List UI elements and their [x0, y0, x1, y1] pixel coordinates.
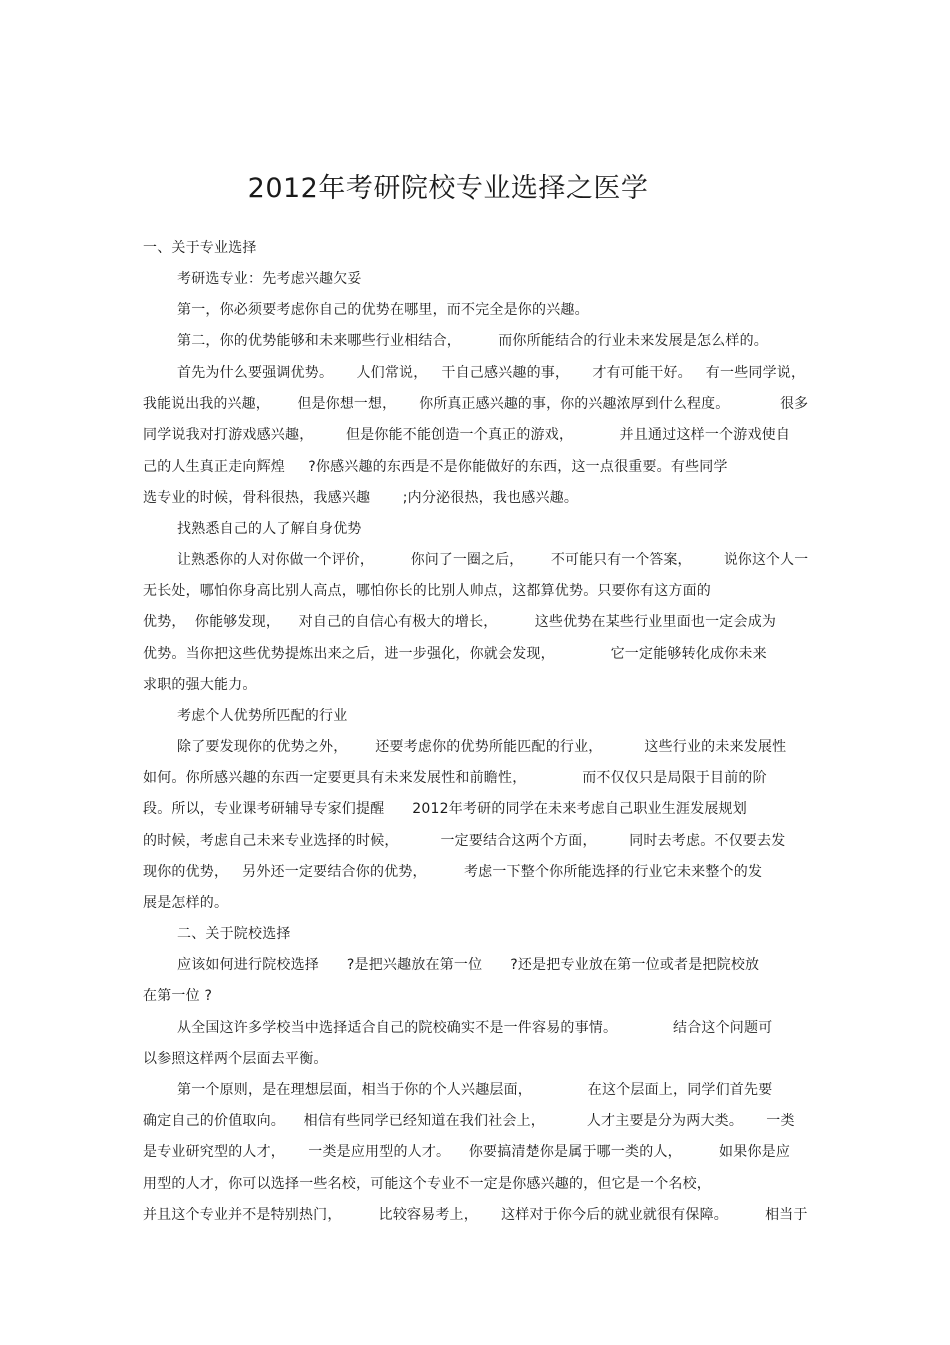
paragraph-line: 首先为什么要强调优势。 人们常说， 干自己感兴趣的事， 才有可能干好。 有一些同学说， — [177, 365, 806, 381]
paragraph-line: 我能说出我的兴趣， 但是你想一想， 你所真正感兴趣的事，你的兴趣浓厚到什么程度。 很多 — [143, 396, 809, 412]
paragraph-line: 己的人生真正走向辉煌 ?你感兴趣的东西是不是你能做好的东西，这一点很重要。有些同学 — [143, 459, 728, 475]
paragraph-line: 第一个原则，是在理想层面，相当于你的个人兴趣层面， 在这个层面上，同学们首先要 — [177, 1082, 773, 1098]
paragraph-line: 段。所以，专业课考研辅导专家们提醒 2012年考研的同学在未来考虑自己职业生涯发展规划 — [143, 801, 747, 817]
paragraph-line: 并且这个专业并不是特别热门， 比较容易考上， 这样对于你今后的就业就很有保障。 相当于 — [143, 1207, 808, 1223]
paragraph-line: 同学说我对打游戏感兴趣， 但是你能不能创造一个真正的游戏， 并且通过这样一个游戏使自 — [143, 427, 791, 443]
paragraph-line: 第一，你必须要考虑你自己的优势在哪里，而不完全是你的兴趣。 — [177, 302, 589, 318]
paragraph-line: 除了要发现你的优势之外， 还要考虑你的优势所能匹配的行业， 这些行业的未来发展性 — [177, 739, 787, 755]
paragraph-line: 如何。你所感兴趣的东西一定要更具有未来发展性和前瞻性， 而不仅仅只是局限于目前的阶 — [143, 770, 767, 786]
section-heading: 一、关于专业选择 — [143, 240, 257, 256]
paragraph-line: 的时候，考虑自己未来专业选择的时候， 一定要结合这两个方面， 同时去考虑。不仅要去发 — [143, 833, 786, 849]
paragraph-line: 从全国这许多学校当中选择适合自己的院校确实不是一件容易的事情。 结合这个问题可 — [177, 1020, 773, 1036]
paragraph-line: 优势， 你能够发现， 对自己的自信心有极大的增长， 这些优势在某些行业里面也一定会成为 — [143, 614, 777, 630]
document-title: 2012年考研院校专业选择之医学 — [247, 173, 649, 204]
paragraph-line: 求职的强大能力。 — [143, 677, 257, 693]
paragraph-line: 优势。当你把这些优势提炼出来之后，进一步强化，你就会发现， 它一定能够转化成你未来 — [143, 646, 767, 662]
paragraph-line: 选专业的时候，骨科很热，我感兴趣 ;内分泌很热，我也感兴趣。 — [143, 490, 579, 506]
paragraph-line: 确定自己的价值取向。 相信有些同学已经知道在我们社会上， 人才主要是分为两大类。 一类 — [143, 1113, 795, 1129]
paragraph-line: 以参照这样两个层面去平衡。 — [143, 1051, 328, 1067]
paragraph-line: 在第一位 ? — [143, 988, 213, 1004]
sub-heading: 考虑个人优势所匹配的行业 — [177, 708, 348, 724]
paragraph-line: 现你的优势， 另外还一定要结合你的优势， 考虑一下整个你所能选择的行业它未来整个的发 — [143, 864, 763, 880]
sub-heading: 找熟悉自己的人了解自身优势 — [177, 521, 362, 537]
paragraph-line: 用型的人才，你可以选择一些名校，可能这个专业不一定是你感兴趣的，但它是一个名校， — [143, 1176, 711, 1192]
paragraph-line: 让熟悉你的人对你做一个评价， 你问了一圈之后， 不可能只有一个答案， 说你这个人一 — [177, 552, 809, 568]
paragraph-line: 是专业研究型的人才， 一类是应用型的人才。 你要搞清楚你是属于哪一类的人， 如果你是应 — [143, 1144, 791, 1160]
paragraph-line: 应该如何进行院校选择 ?是把兴趣放在第一位 ?还是把专业放在第一位或者是把院校放 — [177, 957, 760, 973]
section-heading: 二、关于院校选择 — [177, 926, 291, 942]
paragraph-line: 第二，你的优势能够和未来哪些行业相结合， 而你所能结合的行业未来发展是怎么样的。 — [177, 333, 768, 349]
paragraph-line: 展是怎样的。 — [143, 895, 229, 911]
paragraph-line: 无长处，哪怕你身高比别人高点，哪怕你长的比别人帅点，这都算优势。只要你有这方面的 — [143, 583, 711, 599]
sub-heading: 考研选专业：先考虑兴趣欠妥 — [177, 271, 362, 287]
